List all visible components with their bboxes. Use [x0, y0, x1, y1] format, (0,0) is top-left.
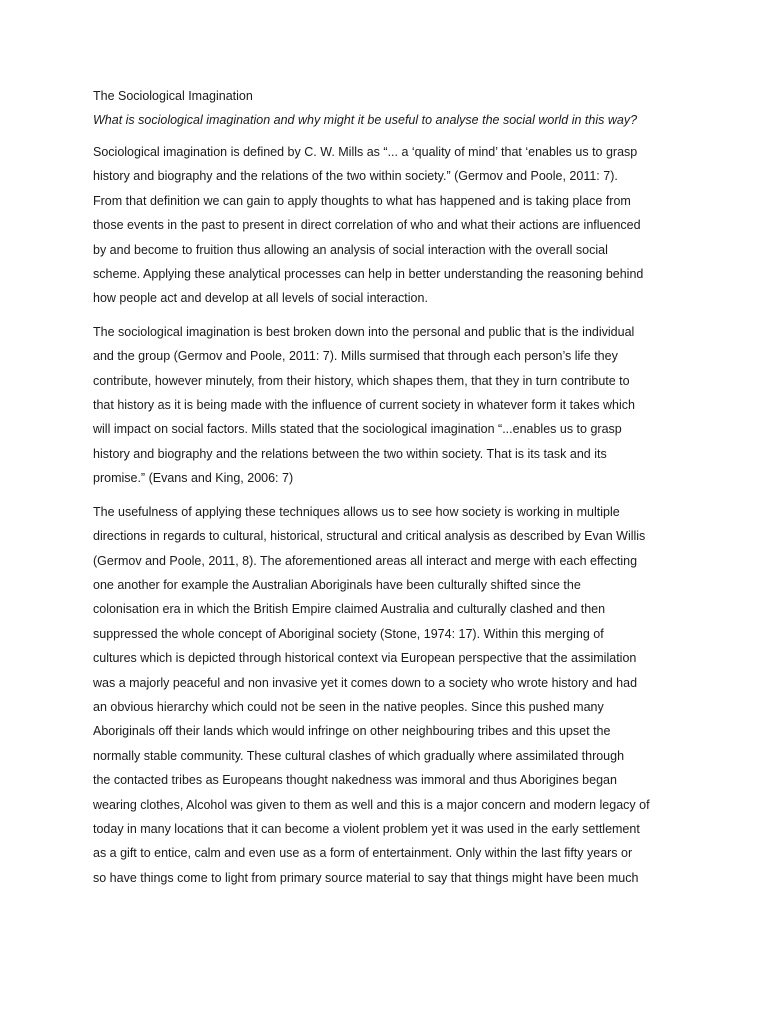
- paragraph-line: Sociological imagination is defined by C. W. Mills as “... a ‘quality of mind’ that ‘enables us to grasp: [93, 145, 638, 159]
- paragraph-line: history and biography and the relations between the two within society. That is its task and its: [93, 446, 607, 461]
- body-paragraph: [93, 140, 683, 311]
- paragraph-line: From that definition we can gain to apply thoughts to what has happened and is taking place from: [93, 193, 631, 208]
- paragraph-list: [93, 140, 683, 890]
- paragraph-line: and the group (Germov and Poole, 2011: 7). Mills surmised that through each person’s life they: [93, 349, 618, 364]
- paragraph-line: (Germov and Poole, 2011, 8). The aforementioned areas all interact and merge with each effecting: [93, 553, 638, 568]
- paragraph-line: cultures which is depicted through historical context via European perspective that the assimilation: [93, 651, 637, 666]
- paragraph-line: colonisation era in which the British Empire claimed Australia and culturally clashed and then: [93, 602, 606, 617]
- paragraph-line: normally stable community. These cultural clashes of which gradually where assimilated through: [93, 748, 625, 763]
- document-body: [93, 85, 683, 899]
- paragraph-line: directions in regards to cultural, historical, structural and critical analysis as described by Evan Willis: [93, 529, 646, 544]
- paragraph-line: today in many locations that it can become a violent problem yet it was used in the early settlement: [93, 821, 640, 836]
- paragraph-line: promise.” (Evans and King, 2006: 7): [93, 471, 294, 486]
- essay-question: What is sociological imagination and why might it be useful to analyse the social world in this way?: [93, 113, 638, 127]
- paragraph-line: one another for example the Australian Aboriginals have been culturally shifted since the: [93, 577, 581, 592]
- paragraph-line: that history as it is being made with the influence of current society in whatever form it takes which: [93, 398, 635, 413]
- paragraph-line: wearing clothes, Alcohol was given to them as well and this is a major concern and modern legacy of: [93, 797, 650, 812]
- paragraph-line: was a majorly peaceful and non invasive yet it comes down to a society who wrote history and had: [93, 675, 638, 690]
- document-title: The Sociological Imagination: [93, 89, 253, 103]
- paragraph-line: Aboriginals off their lands which would infringe on other neighbouring tribes and this upset the: [93, 724, 611, 739]
- paragraph-line: the contacted tribes as Europeans thought nakedness was immoral and thus Aborigines began: [93, 773, 617, 788]
- paragraph-line: The usefulness of applying these techniques allows us to see how society is working in multiple: [93, 504, 620, 519]
- paragraph-line: an obvious hierarchy which could not be seen in the native peoples. Since this pushed many: [93, 699, 604, 714]
- body-paragraph: [93, 320, 683, 491]
- paragraph-line: suppressed the whole concept of Aboriginal society (Stone, 1974: 17). Within this merging of: [93, 626, 604, 641]
- body-paragraph: [93, 500, 683, 891]
- paragraph-line: contribute, however minutely, from their history, which shapes them, that they in turn contribute to: [93, 373, 630, 388]
- paragraph-line: scheme. Applying these analytical processes can help in better understanding the reasoning behind: [93, 267, 644, 282]
- paragraph-line: as a gift to entice, calm and even use as a form of entertainment. Only within the last fifty years or: [93, 846, 633, 861]
- paragraph-line: so have things come to light from primary source material to say that things might have been much: [93, 870, 639, 885]
- paragraph-line: how people act and develop at all levels of social interaction.: [93, 291, 428, 306]
- paragraph-line: those events in the past to present in direct correlation of who and what their actions are influenced: [93, 218, 641, 233]
- paragraph-line: will impact on social factors. Mills stated that the sociological imagination “...enables us to grasp: [93, 422, 622, 437]
- paragraph-line: The sociological imagination is best broken down into the personal and public that is the individual: [93, 324, 635, 339]
- paragraph-line: history and biography and the relations of the two within society.” (Germov and Poole, 2011: 7).: [93, 169, 618, 184]
- paragraph-line: by and become to fruition thus allowing an analysis of social interaction with the overall social: [93, 242, 608, 257]
